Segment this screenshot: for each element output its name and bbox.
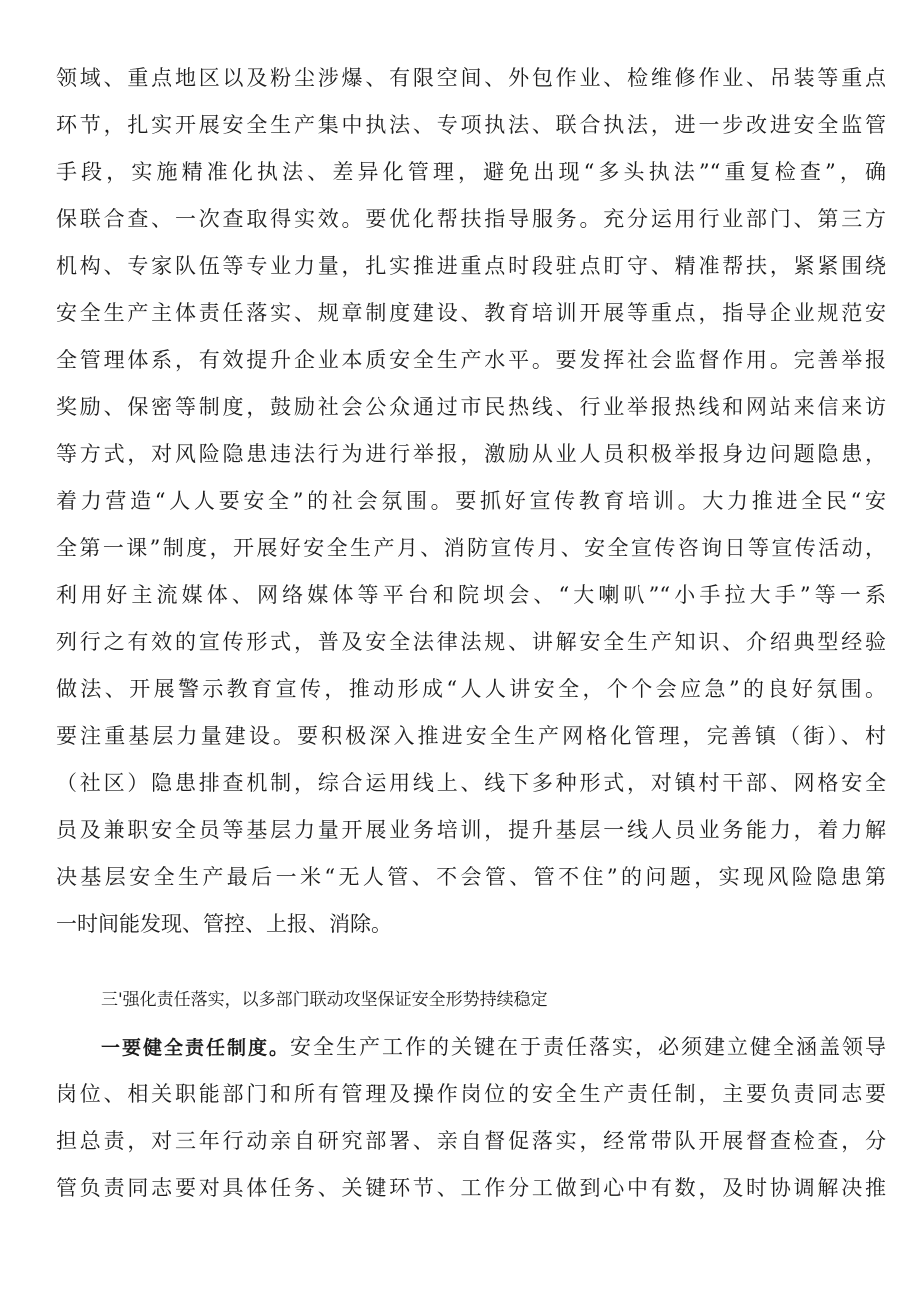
paragraph-line: 利用好主流媒体、网络媒体等平台和院坝会、“大喇叭”“小手拉大手”等一系 (56, 583, 886, 607)
paragraph-line: 领域、重点地区以及粉尘涉爆、有限空间、外包作业、检维修作业、吊装等重点 (56, 66, 886, 90)
paragraph-line: 环节，扎实开展安全生产集中执法、专项执法、联合执法，进一步改进安全监管 (56, 113, 886, 137)
paragraph-line: 担总责，对三年行动亲自研究部署、亲自督促落实，经常带队开展督查检查，分 (56, 1129, 886, 1153)
paragraph-line: 着力营造“人人要安全”的社会氛围。要抓好宣传教育培训。大力推进全民“安 (56, 489, 886, 513)
paragraph-line: 要注重基层力量建设。要积极深入推进安全生产网格化管理，完善镇（街）、村 (56, 724, 886, 748)
paragraph-lead: 一要健全责任制度。 (101, 1037, 290, 1059)
paragraph-line: 安全生产主体责任落实、规章制度建设、教育培训开展等重点，指导企业规范安 (56, 301, 886, 325)
paragraph-first-line-text: 安全生产工作的关键在于责任落实，必须建立健全涵盖领导 (290, 1035, 886, 1059)
paragraph-line: 奖励、保密等制度，鼓励社会公众通过市民热线、行业举报热线和网站来信来访 (56, 395, 886, 419)
section-heading: 三'强化责任落实，以多部门联动攻坚保证安全形势持续稳定 (101, 990, 548, 1010)
paragraph-line: 手段，实施精准化执法、差异化管理，避免出现“多头执法”“重复检查”，确 (56, 160, 886, 184)
paragraph-first-line (101, 1032, 886, 1062)
paragraph-line: 列行之有效的宣传形式，普及安全法律法规、讲解安全生产知识、介绍典型经验 (56, 630, 886, 654)
paragraph-line: 做法、开展警示教育宣传，推动形成“人人讲安全，个个会应急”的良好氛围。 (56, 677, 886, 701)
paragraph-line: 全第一课”制度，开展好安全生产月、消防宣传月、安全宣传咨询日等宣传活动， (56, 536, 886, 560)
paragraph-line: 管负责同志要对具体任务、关键环节、工作分工做到心中有数，及时协调解决推 (56, 1176, 886, 1200)
paragraph-line: 全管理体系，有效提升企业本质安全生产水平。要发挥社会监督作用。完善举报 (56, 348, 886, 372)
paragraph-line: 机构、专家队伍等专业力量，扎实推进重点时段驻点盯守、精准帮扶，紧紧围绕 (56, 254, 886, 278)
paragraph-line: 决基层安全生产最后一米“无人管、不会管、管不住”的问题，实现风险隐患第 (56, 865, 886, 889)
paragraph-line: 岗位、相关职能部门和所有管理及操作岗位的安全生产责任制，主要负责同志要 (56, 1082, 886, 1106)
paragraph-line: （社区）隐患排查机制，综合运用线上、线下多种形式，对镇村干部、网格安全 (56, 771, 886, 795)
paragraph-line: 保联合查、一次查取得实效。要优化帮扶指导服务。充分运用行业部门、第三方 (56, 207, 886, 231)
paragraph-line: 员及兼职安全员等基层力量开展业务培训，提升基层一线人员业务能力，着力解 (56, 818, 886, 842)
paragraph-line: 一时间能发现、管控、上报、消除。 (56, 912, 392, 936)
paragraph-line: 等方式，对风险隐患违法行为进行举报，激励从业人员积极举报身边问题隐患， (56, 442, 886, 466)
